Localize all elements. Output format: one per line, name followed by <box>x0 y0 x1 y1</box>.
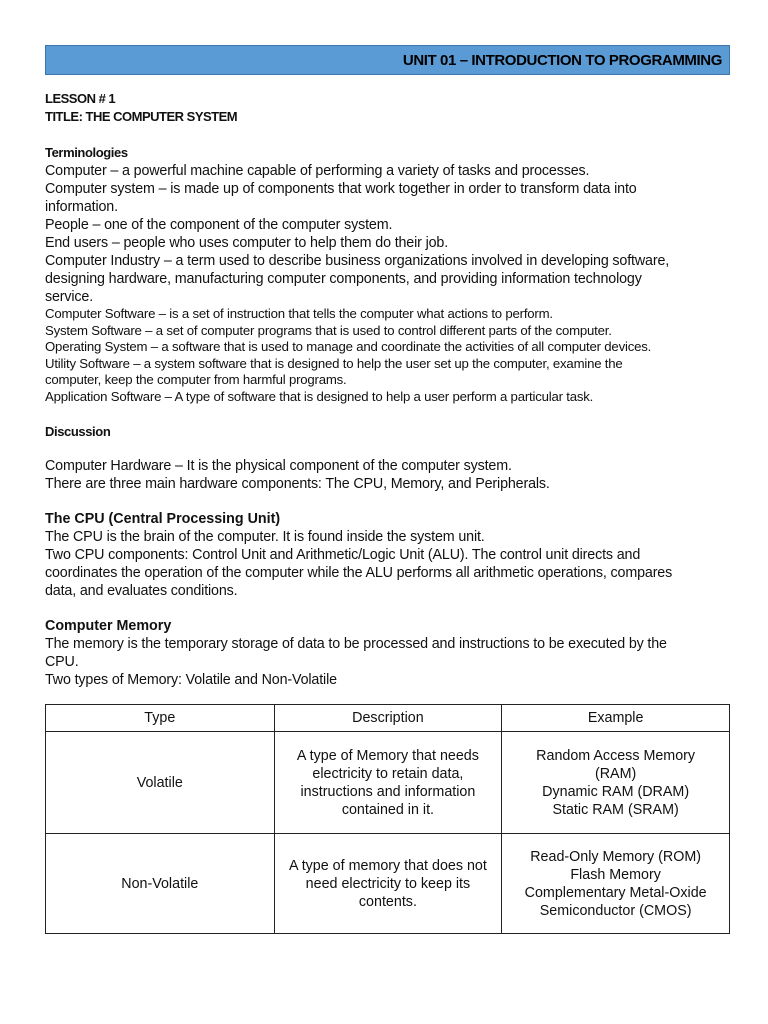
cpu-line: Two CPU components: Control Unit and Arithmetic/Logic Unit (ALU). The control unit directs and <box>45 546 641 563</box>
cell-line: Complementary Metal-Oxide <box>524 884 707 901</box>
discussion-line: There are three main hardware components: The CPU, Memory, and Peripherals. <box>45 475 550 492</box>
cell-description <box>274 732 502 834</box>
cell-line: A type of Memory that needs <box>296 747 479 764</box>
cell-line: Read-Only Memory (ROM) <box>530 848 702 865</box>
header-example: Example <box>502 705 730 732</box>
cell-line: Dynamic RAM (DRAM) <box>542 783 690 800</box>
lesson-header <box>45 90 730 126</box>
memory-line: Two types of Memory: Volatile and Non-Volatile <box>45 671 337 688</box>
cell-line: A type of memory that does not <box>288 857 487 874</box>
table-row <box>46 732 730 834</box>
terminologies-list <box>45 162 730 406</box>
cell-type: Non-Volatile <box>46 834 275 934</box>
cell-line: Random Access Memory <box>536 747 696 764</box>
cell-line: contained in it. <box>341 801 435 818</box>
discussion-text <box>45 457 730 493</box>
header-description: Description <box>274 705 502 732</box>
term-line: Operating System – a software that is used to manage and coordinate the activities of all computer devices. <box>45 339 652 355</box>
term-line: computer, keep the computer from harmful programs. <box>45 372 347 388</box>
memory-types-table <box>45 704 730 934</box>
term-line: Utility Software – a system software that is designed to help the user set up the computer, examine the <box>45 355 623 371</box>
cell-line: Flash Memory <box>570 866 661 883</box>
term-line: Computer – a powerful machine capable of performing a variety of tasks and processes. <box>45 163 590 179</box>
cell-example <box>502 834 730 934</box>
cpu-line: The CPU is the brain of the computer. It is found inside the system unit. <box>45 528 485 545</box>
cell-line: instructions and information <box>300 783 476 800</box>
cell-example <box>502 732 730 834</box>
cpu-line: coordinates the operation of the computer while the ALU performs all arithmetic operations, compares <box>45 564 673 581</box>
header-type: Type <box>46 705 275 732</box>
term-line: Application Software – A type of software that is designed to help a user perform a particular task. <box>45 388 594 404</box>
cell-line: Static RAM (SRAM) <box>552 801 679 818</box>
terminologies-heading: Terminologies <box>45 145 128 160</box>
cpu-line: data, and evaluates conditions. <box>45 582 238 599</box>
cell-line: contents. <box>358 893 417 910</box>
cell-line: Semiconductor (CMOS) <box>539 902 692 919</box>
lesson-title: TITLE: THE COMPUTER SYSTEM <box>45 109 238 124</box>
discussion-heading: Discussion <box>45 423 111 439</box>
memory-line: CPU. <box>45 653 79 670</box>
unit-title-banner <box>45 45 730 75</box>
table-row <box>46 834 730 934</box>
term-line: System Software – a set of computer programs that is used to control different parts of the computer. <box>45 322 612 338</box>
lesson-number: LESSON # 1 <box>45 91 116 106</box>
term-line: People – one of the component of the computer system. <box>45 217 393 233</box>
unit-title: UNIT 01 – INTRODUCTION TO PROGRAMMING <box>402 51 722 69</box>
memory-text <box>45 635 730 689</box>
term-line: Computer system – is made up of components that work together in order to transform data into <box>45 181 637 197</box>
memory-heading: Computer Memory <box>45 617 172 634</box>
memory-line: The memory is the temporary storage of data to be processed and instructions to be executed by the <box>45 635 667 652</box>
cpu-heading: The CPU (Central Processing Unit) <box>45 510 281 527</box>
term-line: Computer Software – is a set of instruction that tells the computer what actions to perform. <box>45 306 553 321</box>
document-page <box>45 45 730 689</box>
cell-line: (RAM) <box>594 765 637 782</box>
term-line: information. <box>45 199 118 215</box>
term-line: Computer Industry – a term used to describe business organizations involved in developing software, <box>45 253 670 269</box>
term-line: designing hardware, manufacturing computer components, and providing information technology <box>45 271 642 287</box>
term-line: End users – people who uses computer to help them do their job. <box>45 235 449 251</box>
cell-line: electricity to retain data, <box>312 765 464 782</box>
cell-line: need electricity to keep its <box>305 875 471 892</box>
discussion-line: Computer Hardware – It is the physical component of the computer system. <box>45 457 512 474</box>
cell-type: Volatile <box>46 732 275 834</box>
term-line: service. <box>45 289 94 305</box>
table-header-row <box>46 705 730 732</box>
cpu-text <box>45 528 730 600</box>
cell-description <box>274 834 502 934</box>
